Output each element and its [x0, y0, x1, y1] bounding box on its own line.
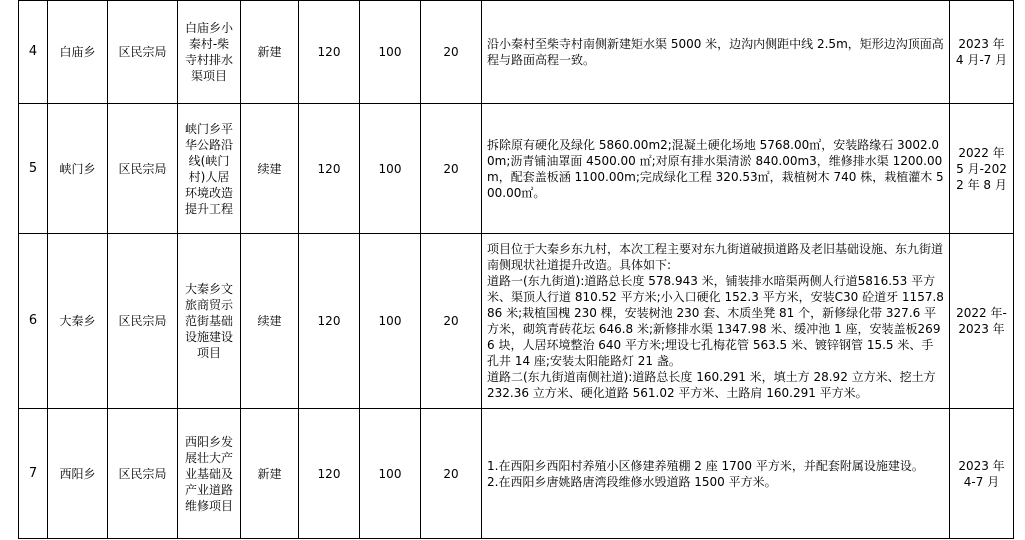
- amount-part-2: 20: [421, 1, 482, 104]
- township: 西阳乡: [48, 409, 108, 539]
- row-index: 6: [19, 234, 48, 409]
- construction-type: 新建: [241, 409, 299, 539]
- township: 峡门乡: [48, 104, 108, 234]
- project-name: 峡门乡平华公路沿线(峡门村)人居环境改造提升工程: [178, 104, 241, 234]
- row-index: 7: [19, 409, 48, 539]
- department: 区民宗局: [108, 1, 178, 104]
- amount-total: 120: [299, 409, 360, 539]
- amount-part-1: 100: [360, 234, 421, 409]
- description-line: 拆除原有硬化及绿化 5860.00m2;混凝土硬化场地 5768.00㎡，安装路缘石 3002.00m;沥青铺油罩面 4500.00 ㎡;对原有排水渠清淤 840.00m3，维修排水渠 1200.00m，配套盖板涵 1100.00m;完成绿化工程 320.53㎡，栽植树木 740 株，栽植灌木 500.00㎡。: [487, 137, 944, 200]
- description-line: 道路一(东九街道):道路总长度 578.943 米，铺装排水暗渠两侧人行道5816.53 平方米、渠顶人行道 810.52 平方米;小入口硬化 152.3 平方米，安装C30 砼道牙 1157.886 米;栽植国槐 230 棵，安装树池 230 套、木质坐凳 81 个，新修绿化带 327.6 平方米，砌筑青砖花坛 646.8 米;新修排水渠 1347.98 米、缓冲池 1 座，安装盖板2696 块，人居环境整治 640 平方米;埋设七孔梅花管 563.5 米、镀锌钢管 15.5 米、手孔井 14 座;安装太阳能路灯 21 盏。: [487, 274, 944, 368]
- project-period: 2022 年 5 月-2022 年 8 月: [950, 104, 1014, 234]
- row-index: 4: [19, 1, 48, 104]
- table-row: [19, 234, 1014, 409]
- description-line: 1.在西阳乡西阳村养殖小区修建养殖棚 2 座 1700 平方米，并配套附属设施建设。: [487, 458, 924, 473]
- construction-type: 新建: [241, 1, 299, 104]
- project-period: 2023 年 4-7 月: [950, 409, 1014, 539]
- description-line: 2.在西阳乡唐姚路唐湾段维修水毁道路 1500 平方米。: [487, 474, 777, 489]
- department: 区民宗局: [108, 409, 178, 539]
- amount-total: 120: [299, 104, 360, 234]
- row-index: 5: [19, 104, 48, 234]
- project-description: [482, 1, 950, 104]
- amount-part-1: 100: [360, 104, 421, 234]
- amount-total: 120: [299, 234, 360, 409]
- project-name: 白庙乡小秦村-柴寺村排水渠项目: [178, 1, 241, 104]
- department: 区民宗局: [108, 104, 178, 234]
- project-description: [482, 104, 950, 234]
- amount-total: 120: [299, 1, 360, 104]
- project-table: [18, 0, 1014, 539]
- amount-part-2: 20: [421, 234, 482, 409]
- construction-type: 续建: [241, 104, 299, 234]
- department: 区民宗局: [108, 234, 178, 409]
- amount-part-2: 20: [421, 104, 482, 234]
- project-description: [482, 409, 950, 539]
- township: 大秦乡: [48, 234, 108, 409]
- construction-type: 续建: [241, 234, 299, 409]
- description-line: 项目位于大秦乡东九村，本次工程主要对东九街道破损道路及老旧基础设施、东九街道南侧现状社道提升改造。具体如下:: [487, 242, 944, 272]
- description-line: 沿小秦村至柴寺村南侧新建矩水渠 5000 米，边沟内侧距中线 2.5m，矩形边沟顶面高程与路面高程一致。: [487, 37, 944, 67]
- project-period: 2022 年-2023 年: [950, 234, 1014, 409]
- township: 白庙乡: [48, 1, 108, 104]
- table-row: [19, 409, 1014, 539]
- amount-part-1: 100: [360, 409, 421, 539]
- project-period: 2023 年 4 月-7 月: [950, 1, 1014, 104]
- description-line: 道路二(东九街道南侧社道):道路总长度 160.291 米，填土方 28.92 立方米、挖土方 232.36 立方米、硬化道路 561.02 平方米、土路肩 160.291 平方米。: [487, 370, 936, 400]
- table-row: [19, 1, 1014, 104]
- project-description: [482, 234, 950, 409]
- amount-part-1: 100: [360, 1, 421, 104]
- project-name: 西阳乡发展壮大产业基础及产业道路维修项目: [178, 409, 241, 539]
- amount-part-2: 20: [421, 409, 482, 539]
- table-row: [19, 104, 1014, 234]
- project-name: 大秦乡文旅商贸示范街基础设施建设项目: [178, 234, 241, 409]
